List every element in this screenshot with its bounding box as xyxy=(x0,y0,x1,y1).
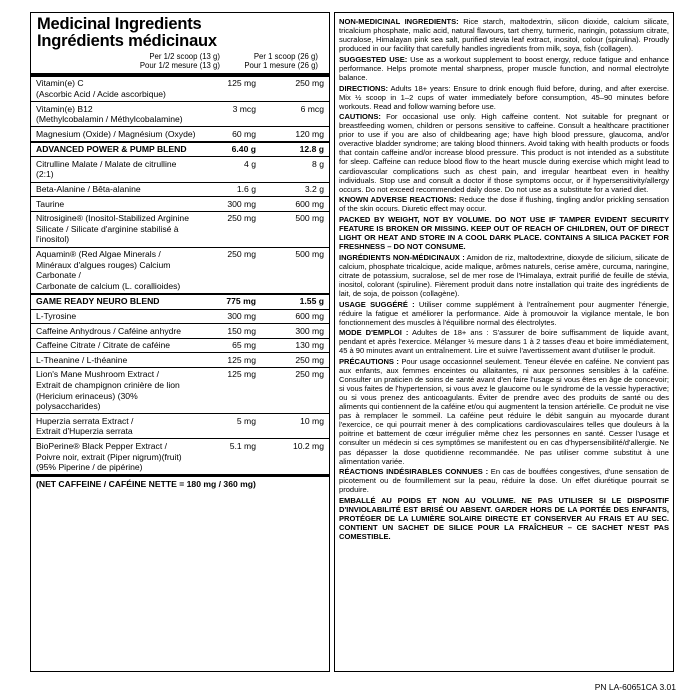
paragraph-label: PRÉCAUTIONS : xyxy=(339,357,399,367)
ingredient-row xyxy=(31,367,329,413)
amount-half-scoop: 250 mg xyxy=(227,249,256,260)
info-paragraph xyxy=(339,215,669,251)
info-paragraph xyxy=(339,496,669,541)
amount-full-scoop: 600 mg xyxy=(295,311,324,321)
info-paragraph xyxy=(339,328,669,355)
info-paragraphs xyxy=(339,17,669,541)
amount-full-scoop: 600 mg xyxy=(295,198,324,209)
ingredient-row xyxy=(31,413,329,438)
ingredient-name: Huperzia serrata Extract / Extrait d'Huperzia serrata xyxy=(36,415,134,437)
paragraph-text: Adultes de 18+ ans : S'assurer de boire suffisamment de liquide avant, pendant et après l'exercice. Mélanger ½ mesure dans 1 à 2 tasses d'eau et boire immédiatement, 45 à 90 minutes avant un entraînement. Lire et suivre l'avertissement avant d'utiliser le produit. xyxy=(339,328,669,356)
paragraph-text: For occasional use only. High caffeine content. Not suitable for pregnant or breastfeeding women, children or persons sensitive to caffeine. Consult a healthcare practitioner prior to use if you are also of childbearing age; have high blood pressure, glaucoma, and/or overactive bladder syndrome; are taking blood thinners. Avoid taking with health products or foods that contain caffeine and/or increase blood pressure. This product is not intended as a substitute for sleep. Caffeine can reduce blood flow to the heart muscle during exercise which might lead to cardiovascular complications such as chest pain, and irregular heartbeat even in healthy individuals. Stop use and consult a doctor if those symptoms occur, or if hypersensitivity/allergy occurs. Do not exceed recommended daily dose. Do not use as a substitute for a varied diet. xyxy=(339,112,669,194)
amount-half-scoop: 125 mg xyxy=(227,354,256,365)
ingredient-row xyxy=(31,438,329,474)
ingredient-name: Caffeine Anhydrous / Caféine anhydre xyxy=(36,325,182,336)
ingredient-row xyxy=(31,182,329,197)
ingredient-name: Nitrosigine® (Inositol-Stabilized Arginine Silicate / Silicate d'arginine stabilisé à l'inositol) xyxy=(36,213,189,245)
paragraph-text: Rice starch, maltodextrin, silicon dioxide, calcium silicate, tricalcium phosphate, malic acid, natural flavours, tart cherry, turmeric, naringin, potassium citrate, sucralose, Himalayan pink sea salt, purified stevia leaf extract, inositol, colour (spirulina). Proudly produced in our facility that carefully handles ingredients from milk, soya, fish (collagen). xyxy=(339,17,669,54)
amount-half-scoop: 5.1 mg xyxy=(229,440,256,451)
amount-full-scoop: 250 mg xyxy=(295,78,324,89)
ingredient-name: Vitamin(e) C (Ascorbic Acid / Acide ascorbique) xyxy=(36,78,166,99)
amount-full-scoop: 250 mg xyxy=(295,354,324,365)
paragraph-label: DIRECTIONS: xyxy=(339,83,389,93)
amount-half-scoop: 300 mg xyxy=(227,198,256,209)
info-paragraph xyxy=(339,253,669,298)
panel-titles xyxy=(31,13,329,73)
ingredient-row xyxy=(31,352,329,367)
paragraph-label: RÉACTIONS INDÉSIRABLES CONNUES : xyxy=(339,467,489,477)
paragraph-text: Use as a workout supplement to boost energy, reduce fatigue and enhance performance. Helps promote mental sharpness, proper muscle function, and normal electrolyte balance. xyxy=(339,54,670,82)
info-paragraph xyxy=(339,357,669,466)
amount-full-scoop: 8 g xyxy=(312,158,324,169)
ingredient-row xyxy=(31,76,329,101)
ingredient-name: Taurine xyxy=(36,198,65,209)
serving-header xyxy=(37,52,323,71)
paragraph-text: Reduce the dose if flushing, tingling and/or prickling sensation of the skin occurs. Diuretic effect may occur. xyxy=(339,195,669,214)
medicinal-ingredients-panel xyxy=(30,12,330,672)
amount-half-scoop: 300 mg xyxy=(227,311,256,321)
amount-full-scoop: 3.2 g xyxy=(304,184,324,195)
ingredient-name: Vitamin(e) B12 (Methylcobalamin / Méthylcobalamine) xyxy=(36,103,183,125)
paragraph-label: USAGE SUGGÉRÉ : xyxy=(339,299,415,309)
paragraph-text: Pour usage occasionnel seulement. Teneur élevée en caféine. Ne convient pas aux enfants, aux femmes enceintes ou allaitantes, ni aux personnes sensibles à la caféine. Consulter un praticien de soins de santé avant d'en faire l'usage si vous êtes en âge de concevoir; si vous faites de l'hypertension, si vous avez le glaucome ou le syndrome de la vessie hyperactive; ou si vous prenez des anticoagulants. Éviter de prendre avec des produits de santé ou des aliments qui contiennent de la caféine et/ou qui augmentent la tension artérielle. Ce produit ne vise pas à remplacer le sommeil. La caféine peut réduire le débit sanguin au myocarde durant l'exercice, ce qui pourrait mener à des complications cardiovasculaires telles que douleurs à la poitrine et battement de cœur irrégulier même chez les personnes en santé. Cesser l'usage et consulter un médecin si ces symptômes se manifestent ou en cas d'hypersensibilité/d'allergie. Ne pas dépasser la dose quotidienne recommandée. Ne pas utiliser comme substitut à une alimentation variée. xyxy=(339,357,669,466)
paragraph-label: EMBALLÉ AU POIDS ET NON AU VOLUME. NE PAS UTILISER SI LE DISPOSITIF D'INVIOLABILITÉ EST BRISÉ OU ABSENT. GARDER HORS DE LA PORTÉE DES ENFANTS, PROTÉGER DE LA LUMIÈRE SOLAIRE DIRECTE ET CONSERVER AU FRAIS ET AU SEC. CONTIENT UN SACHET DE SILICE POUR LA FRAÎCHEUR – CE SACHET N'EST PAS COMESTIBLE. xyxy=(339,495,669,542)
ingredient-name: Lion's Mane Mushroom Extract / Extrait de champignon crinière de lion (Hericium erinaceus) (30% polysaccharides) xyxy=(36,369,180,412)
amount-full-scoop: 250 mg xyxy=(295,369,324,380)
ingredient-name: BioPerine® Black Pepper Extract / Poivre noir, extrait (Piper nigrum)(fruit) (95% Piperine / de pipérine) xyxy=(36,440,182,473)
info-paragraph xyxy=(339,195,669,213)
ingredient-name: Beta-Alanine / Bêta-alanine xyxy=(36,184,141,195)
paragraph-label: SUGGESTED USE: xyxy=(339,54,408,64)
ingredient-row xyxy=(31,211,329,247)
ingredient-name: GAME READY NEURO BLEND xyxy=(36,296,160,307)
serving-full-scoop: Per 1 scoop (26 g) Pour 1 mesure (26 g) xyxy=(244,52,318,71)
amount-half-scoop: 3 mcg xyxy=(232,103,256,114)
info-paragraph xyxy=(339,112,669,193)
amount-full-scoop: 6 mcg xyxy=(300,103,324,114)
amount-full-scoop: 1.55 g xyxy=(299,296,324,307)
paragraph-label: MODE D'EMPLOI : xyxy=(339,328,409,338)
ingredient-name: Caffeine Citrate / Citrate de caféine xyxy=(36,340,171,351)
ingredient-name: ADVANCED POWER & PUMP BLEND xyxy=(36,144,187,155)
ingredient-name: Aquamin® (Red Algae Minerals / Minéraux d'algues rouges) Calcium Carbonate / Carbonate de calcium (L. corallioides) xyxy=(36,249,181,291)
amount-half-scoop: 5 mg xyxy=(236,415,256,426)
paragraph-label: NON-MEDICINAL INGREDIENTS: xyxy=(339,17,459,26)
amount-half-scoop: 4 g xyxy=(244,158,256,169)
ingredient-row xyxy=(31,196,329,211)
ingredient-row xyxy=(31,126,329,141)
ingredient-row xyxy=(31,293,329,309)
paragraph-label: PACKED BY WEIGHT, NOT BY VOLUME. DO NOT USE IF TAMPER EVIDENT SECURITY FEATURE IS BROKEN OR MISSING. KEEP OUT OF REACH OF CHILDREN, OUT OF DIRECT LIGHT OR HEAT AND STORE IN A COOL DARK PLACE. CONTAINS A SILICA PACKET FOR FRESHNESS – DO NOT CONSUME. xyxy=(339,214,669,252)
amount-full-scoop: 12.8 g xyxy=(299,144,324,155)
amount-full-scoop: 300 mg xyxy=(295,325,324,336)
info-paragraph xyxy=(339,55,669,82)
paragraph-text: Adults 18+ years: Ensure to drink enough fluid before, during, and after exercise. Mix ½ scoop in 1–2 cups of water immediately before consumption, 45–90 minutes before workouts. Read and follow warning before use. xyxy=(339,83,669,111)
ingredient-row xyxy=(31,101,329,126)
amount-half-scoop: 65 mg xyxy=(232,340,256,351)
paragraph-label: INGRÉDIENTS NON-MÉDICINAUX : xyxy=(339,252,465,262)
amount-half-scoop: 150 mg xyxy=(227,325,256,336)
paragraph-text: Amidon de riz, maltodextrine, dioxyde de silicium, silicate de calcium, phosphate tricalcique, acide malique, arômes naturels, cerise amère, curcuma, naringine, citrate de potassium, sucralose, sel de mer rose de l'Himalaya, extrait purifié de feuille de stévia, inositol, colorant (spiruline). Fièrement produit dans notre installation qui traite des ingrédients de lait, de soja, de poisson (collagène). xyxy=(339,252,669,298)
info-paragraph xyxy=(339,84,669,111)
amount-half-scoop: 6.40 g xyxy=(231,144,256,155)
ingredient-name: L-Theanine / L-théanine xyxy=(36,354,128,365)
amount-full-scoop: 10.2 mg xyxy=(292,440,324,451)
non-medicinal-info-panel xyxy=(334,12,674,672)
paragraph-label: CAUTIONS: xyxy=(339,112,381,122)
amount-full-scoop: 130 mg xyxy=(295,340,324,351)
serving-half-scoop: Per 1/2 scoop (13 g) Pour 1/2 mesure (13 g) xyxy=(139,52,220,71)
ingredient-row xyxy=(31,156,329,181)
ingredient-row xyxy=(31,141,329,157)
title-english: Medicinal Ingredients xyxy=(37,15,202,33)
part-number: PN LA-60651CA 3.01 xyxy=(594,682,676,692)
ingredient-table xyxy=(31,76,329,474)
paragraph-label: KNOWN ADVERSE REACTIONS: xyxy=(339,195,457,205)
title-french: Ingrédients médicinaux xyxy=(37,32,217,50)
ingredient-row xyxy=(31,309,329,324)
ingredient-row xyxy=(31,338,329,353)
net-caffeine: (NET CAFFEINE / CAFÉINE NETTE = 180 mg / 360 mg) xyxy=(31,474,329,491)
ingredient-row xyxy=(31,247,329,293)
ingredient-name: Citrulline Malate / Malate de citrulline (2:1) xyxy=(36,158,177,180)
amount-full-scoop: 500 mg xyxy=(295,249,324,260)
amount-half-scoop: 125 mg xyxy=(227,369,256,380)
ingredient-row xyxy=(31,323,329,338)
amount-full-scoop: 500 mg xyxy=(295,213,324,224)
info-paragraph xyxy=(339,467,669,494)
paragraph-text: En cas de bouffées congestives, d'une sensation de picotement ou de fourmillement sur la peau, réduire la dose. Un effet diurétique pourrait se produire. xyxy=(339,467,669,495)
ingredient-name: Magnesium (Oxide) / Magnésium (Oxyde) xyxy=(36,128,196,139)
amount-full-scoop: 120 mg xyxy=(295,128,324,139)
amount-half-scoop: 125 mg xyxy=(227,78,256,89)
amount-half-scoop: 250 mg xyxy=(227,213,256,224)
amount-half-scoop: 775 mg xyxy=(226,296,256,307)
ingredient-name: L-Tyrosine xyxy=(36,311,77,321)
paragraph-text: Utiliser comme supplément à l'entraînement pour augmenter l'énergie, réduire la fatigue et améliorer la performance. Aide à promouvoir la vigilance mentale, le bon fonctionnement des muscles à l'équilibre normal des électrolytes. xyxy=(339,299,669,327)
amount-full-scoop: 10 mg xyxy=(300,415,324,426)
amount-half-scoop: 60 mg xyxy=(232,128,256,139)
info-paragraph xyxy=(339,17,669,53)
info-paragraph xyxy=(339,300,669,327)
amount-half-scoop: 1.6 g xyxy=(236,184,256,195)
